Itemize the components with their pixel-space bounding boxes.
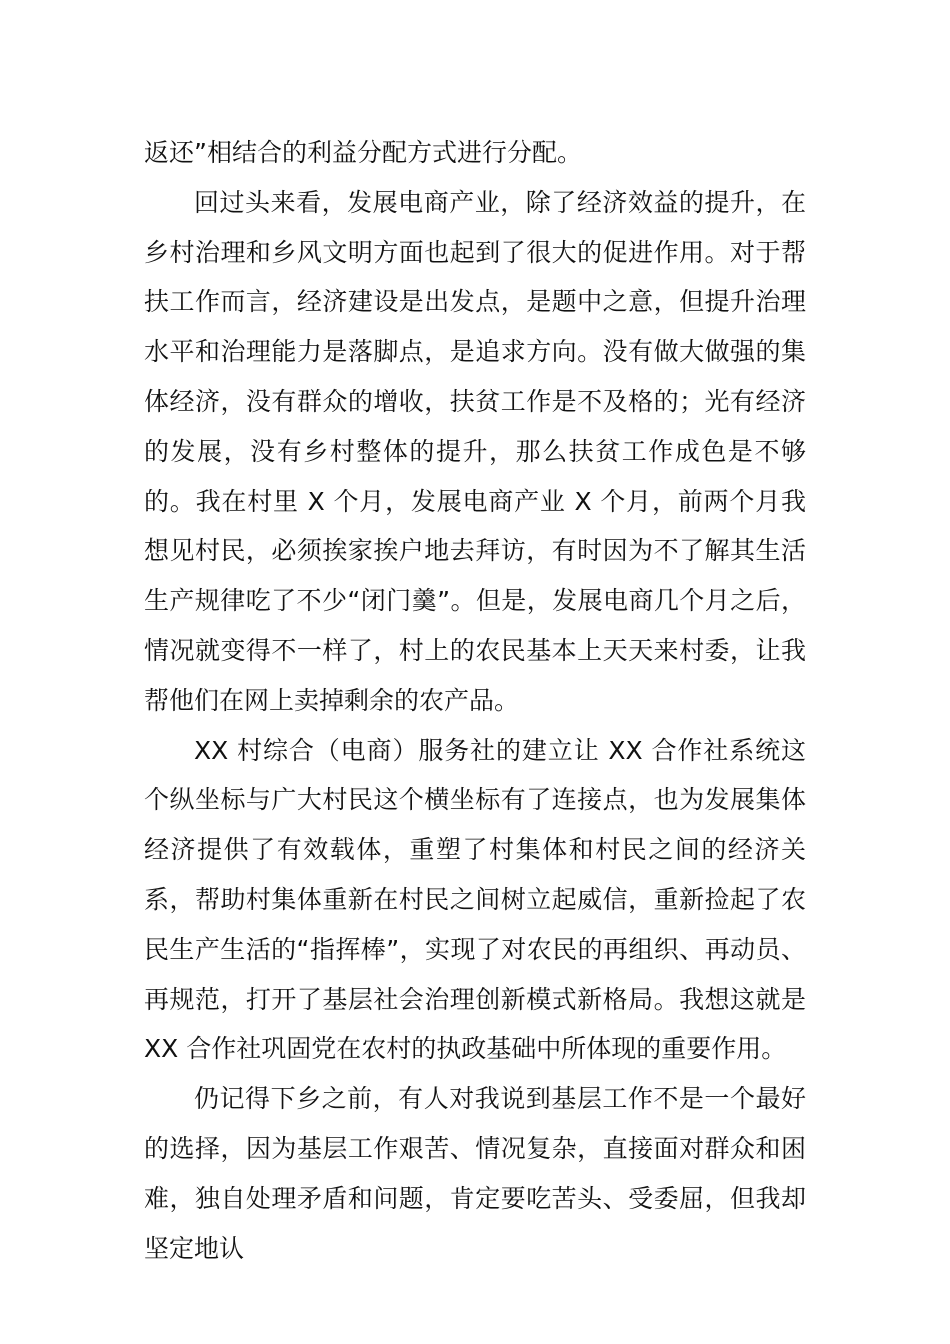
paragraph-2: 回过头来看，发展电商产业，除了经济效益的提升，在乡村治理和乡风文明方面也起到了很大的促进作用。对于帮扶工作而言，经济建设是出发点，是题中之意，但提升治理水平和治理能力是落脚点，是追求方向。没有做大做强的集体经济，没有群众的增收，扶贫工作是不及格的；光有经济的发展，没有乡村整体的提升，那么扶贫工作成色是不够的。我在村里 X 个月，发展电商产业 X 个月，前两个月我想见村民，必须挨家挨户地去拜访，有时因为不了解其生活生产规律吃了不少“闭门羹”。但是，发展电商几个月之后，情况就变得不一样了，村上的农民基本上天天来村委，让我帮他们在网上卖掉剩余的农产品。 bbox=[144, 187, 806, 715]
paragraph-4: 仍记得下乡之前，有人对我说到基层工作不是一个最好的选择，因为基层工作艰苦、情况复杂，直接面对群众和困难，独自处理矛盾和问题，肯定要吃苦头、受委屈，但我却坚定地认 bbox=[144, 1084, 806, 1263]
paragraph-3: XX 村综合（电商）服务社的建立让 XX 合作社系统这个纵坐标与广大村民这个横坐标有了连接点，也为发展集体经济提供了有效载体，重塑了村集体和村民之间的经济关系，帮助村集体重新在村民之间树立起威信，重新捡起了农民生产生活的“指挥棒”，实现了对农民的再组织、再动员、再规范，打开了基层社会治理创新模式新格局。我想这就是 XX 合作社巩固党在农村的执政基础中所体现的重要作用。 bbox=[144, 735, 806, 1064]
paragraph-1: 返还”相结合的利益分配方式进行分配。 bbox=[144, 138, 582, 167]
document-body bbox=[144, 128, 806, 1273]
